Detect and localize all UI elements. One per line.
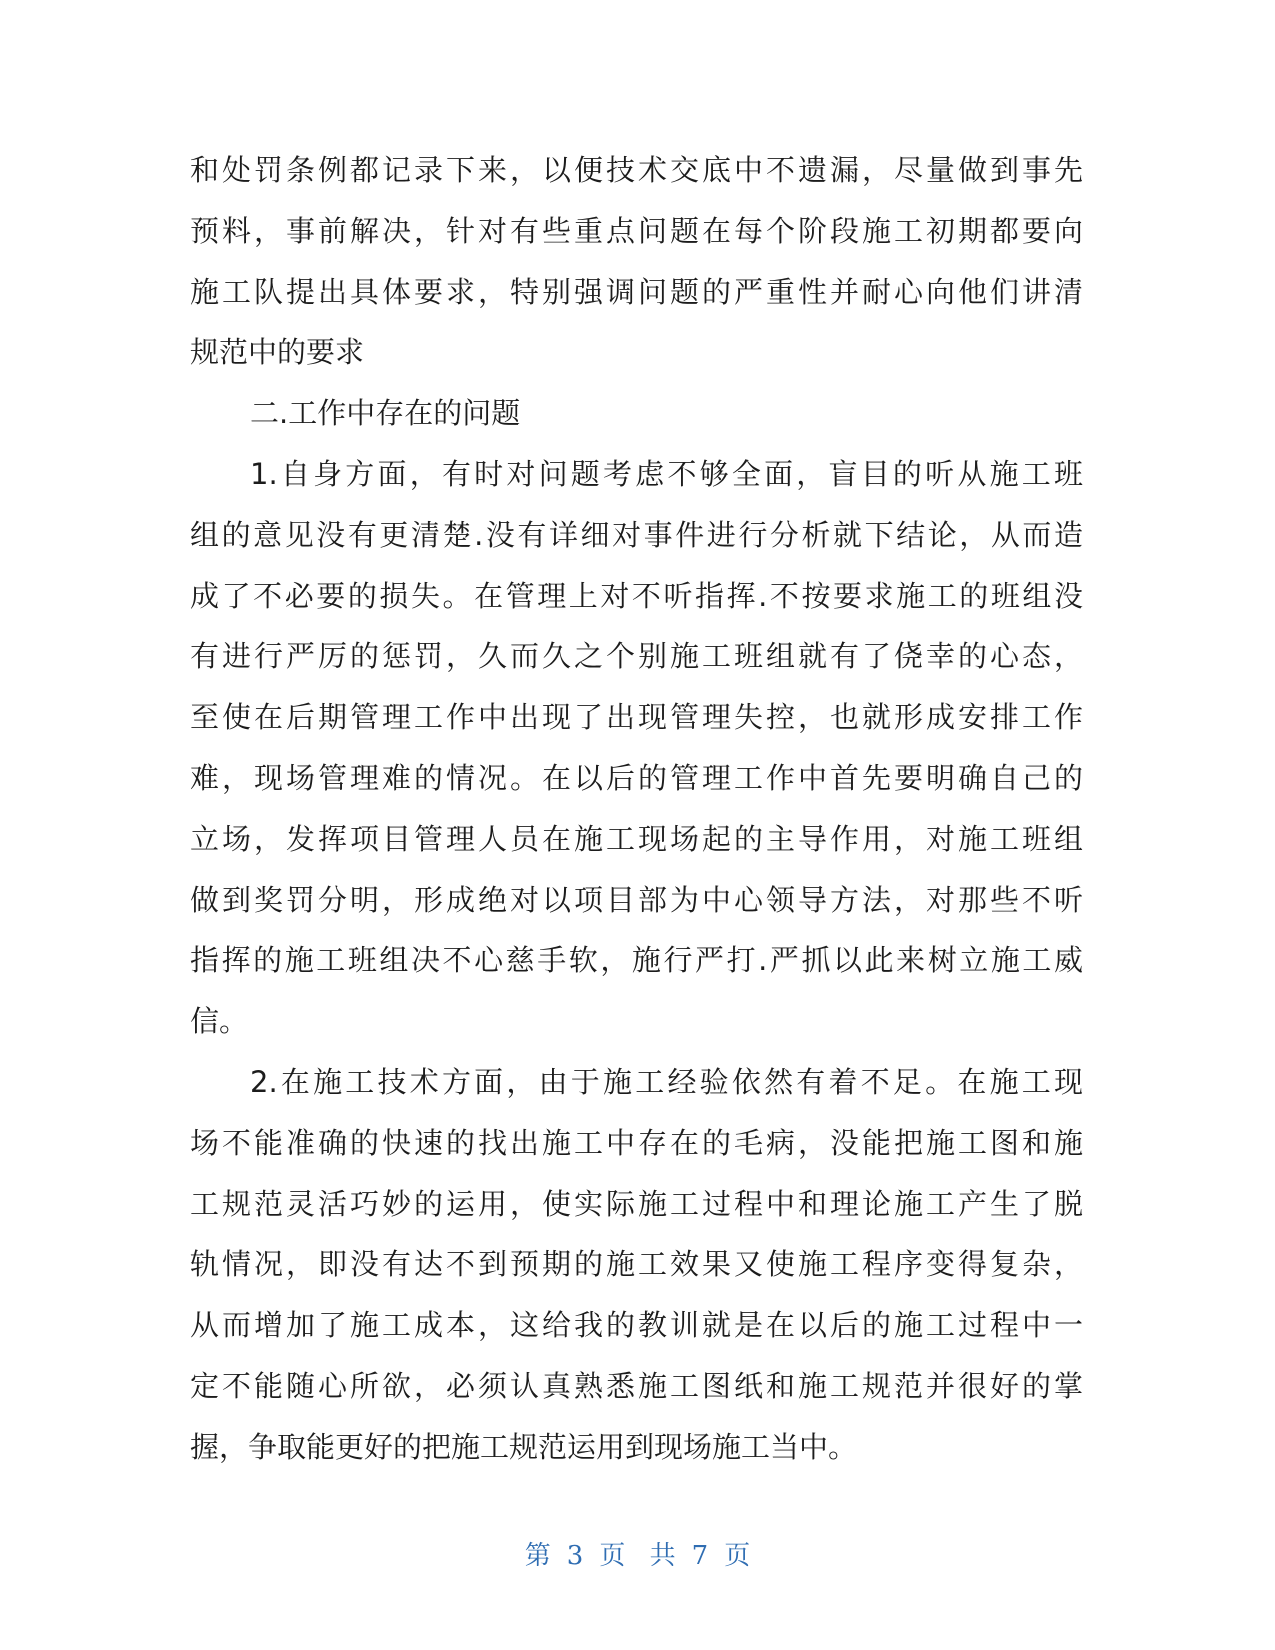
text-line: 施工队提出具体要求，特别强调问题的严重性并耐心向他们讲清 (190, 274, 1083, 309)
text-line: 握，争取能更好的把施工规范运用到现场施工当中。 (190, 1429, 858, 1464)
text-line: 难，现场管理难的情况。在以后的管理工作中首先要明确自己的 (190, 760, 1083, 795)
footer-total-prefix: 共 (649, 1541, 676, 1571)
text-line: 和处罚条例都记录下来，以便技术交底中不遗漏，尽量做到事先 (190, 153, 1083, 187)
footer-page-word: 页 (599, 1541, 626, 1571)
text-line: 场不能准确的快速的找出施工中存在的毛病，没能把施工图和施 (190, 1125, 1083, 1160)
text-line: 预料，事前解决，针对有些重点问题在每个阶段施工初期都要向 (190, 213, 1083, 248)
text-line: 二.工作中存在的问题 (250, 396, 521, 431)
text-line: 2.在施工技术方面，由于施工经验依然有着不足。在施工现 (250, 1064, 1083, 1099)
text-line: 轨情况，即没有达不到预期的施工效果又使施工程序变得复杂， (190, 1247, 1083, 1282)
text-line: 指挥的施工班组决不心慈手软，施行严打.严抓以此来树立施工威 (190, 943, 1083, 978)
text-line: 1.自身方面，有时对问题考虑不够全面，盲目的听从施工班 (250, 456, 1083, 491)
footer-current-page: 3 (566, 1541, 584, 1571)
text-line: 有进行严厉的惩罚，久而久之个别施工班组就有了侥幸的心态， (190, 639, 1083, 674)
text-line: 信。 (190, 1004, 249, 1039)
text-line: 工规范灵活巧妙的运用，使实际施工过程中和理论施工产生了脱 (190, 1186, 1083, 1221)
document-body (190, 140, 1083, 1478)
footer-total-pages: 7 (691, 1541, 709, 1571)
text-line: 组的意见没有更清楚.没有详细对事件进行分析就下结论，从而造 (190, 517, 1083, 552)
text-line: 定不能随心所欲，必须认真熟悉施工图纸和施工规范并很好的掌 (190, 1368, 1083, 1403)
text-line: 做到奖罚分明，形成绝对以项目部为中心领导方法，对那些不听 (190, 882, 1083, 917)
text-line: 立场，发挥项目管理人员在施工现场起的主导作用，对施工班组 (190, 821, 1083, 856)
footer-total-suffix: 页 (724, 1541, 751, 1571)
page-footer (0, 1541, 1275, 1571)
text-line: 至使在后期管理工作中出现了出现管理失控，也就形成安排工作 (190, 700, 1083, 735)
text-line: 成了不必要的损失。在管理上对不听指挥.不按要求施工的班组没 (190, 578, 1083, 613)
text-line: 从而增加了施工成本，这给我的教训就是在以后的施工过程中一 (190, 1308, 1083, 1343)
footer-prefix: 第 (524, 1541, 551, 1571)
text-line: 规范中的要求 (190, 335, 365, 370)
